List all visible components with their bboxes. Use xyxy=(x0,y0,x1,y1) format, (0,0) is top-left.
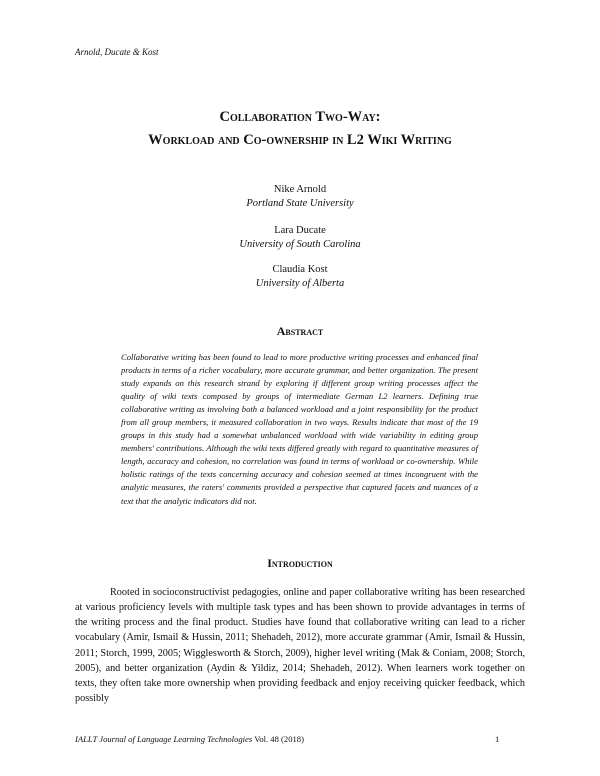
author-name: Lara Ducate xyxy=(274,225,326,236)
title-line-2: Workload and Co-ownership in L2 Wiki Writing xyxy=(148,132,452,148)
journal-volume: Vol. 48 (2018) xyxy=(254,734,304,744)
author-block-3 xyxy=(0,263,600,291)
abstract-heading: Abstract xyxy=(276,324,324,338)
footer-journal xyxy=(75,734,304,744)
journal-name: IALLT Journal of Language Learning Technologies xyxy=(75,734,253,744)
author-block-1 xyxy=(0,183,600,211)
author-name: Claudia Kost xyxy=(272,264,328,275)
author-affiliation: University of South Carolina xyxy=(239,239,361,250)
introduction-heading: Introduction xyxy=(267,556,333,570)
introduction-text: Rooted in socioconstructivist pedagogies, online and paper collaborative writing has been researched at various proficiency levels with multiple task types and has been shown to provide advantages in terms of the writing process and the final product. Studies have found that collaborative writing can lead to a richer vocabulary (Amir, Ismail & Hussin, 2011; Shehadeh, 2012), more accurate grammar (Amir, Ismail & Hussin, 2011; Storch, 1999, 2005; Wigglesworth & Storch, 2009), higher level writing (Mak & Coniam, 2008; Storch, 2005), and better organization (Aydin & Yildiz, 2014; Shehadeh, 2012). When learners work together on texts, they often take more ownership when providing feedback and enjoy receiving quicker feedback, which possibly xyxy=(75,587,525,705)
author-affiliation: University of Alberta xyxy=(255,278,345,289)
page-number: 1 xyxy=(495,734,500,744)
paper-title xyxy=(0,106,600,152)
author-name: Nike Arnold xyxy=(273,184,327,195)
running-head: Arnold, Ducate & Kost xyxy=(75,47,159,57)
abstract-text: Collaborative writing has been found to lead to more productive writing processes and enhanced final products in terms of a richer vocabulary, more accurate grammar, and better organization. The present study expands on this research strand by exploring if different group writing processes affect the quality of wiki texts composed by groups of intermediate German L2 learners. Defining true collaborative writing as involving both a balanced workload and a joint responsibility for the product from all group members, it measured collaboration in two ways. Results indicate that most of the 19 groups in this study had a somewhat unbalanced workload with wide variability in editing group members' contributions. Although the wiki texts differed greatly with regard to quantitative measures of length, accuracy and cohesion, no correlation was found in terms of workload or co-ownership. While holistic ratings of the texts concerning accuracy and cohesion seemed at times incongruent with the analytic measures, the raters' comments provided a perspective that captured facets and nuances of a text that the analytic indicators did not. xyxy=(121,352,478,506)
author-block-2 xyxy=(0,224,600,252)
author-affiliation: Portland State University xyxy=(246,198,354,209)
title-line-1: Collaboration Two-Way: xyxy=(219,109,381,125)
